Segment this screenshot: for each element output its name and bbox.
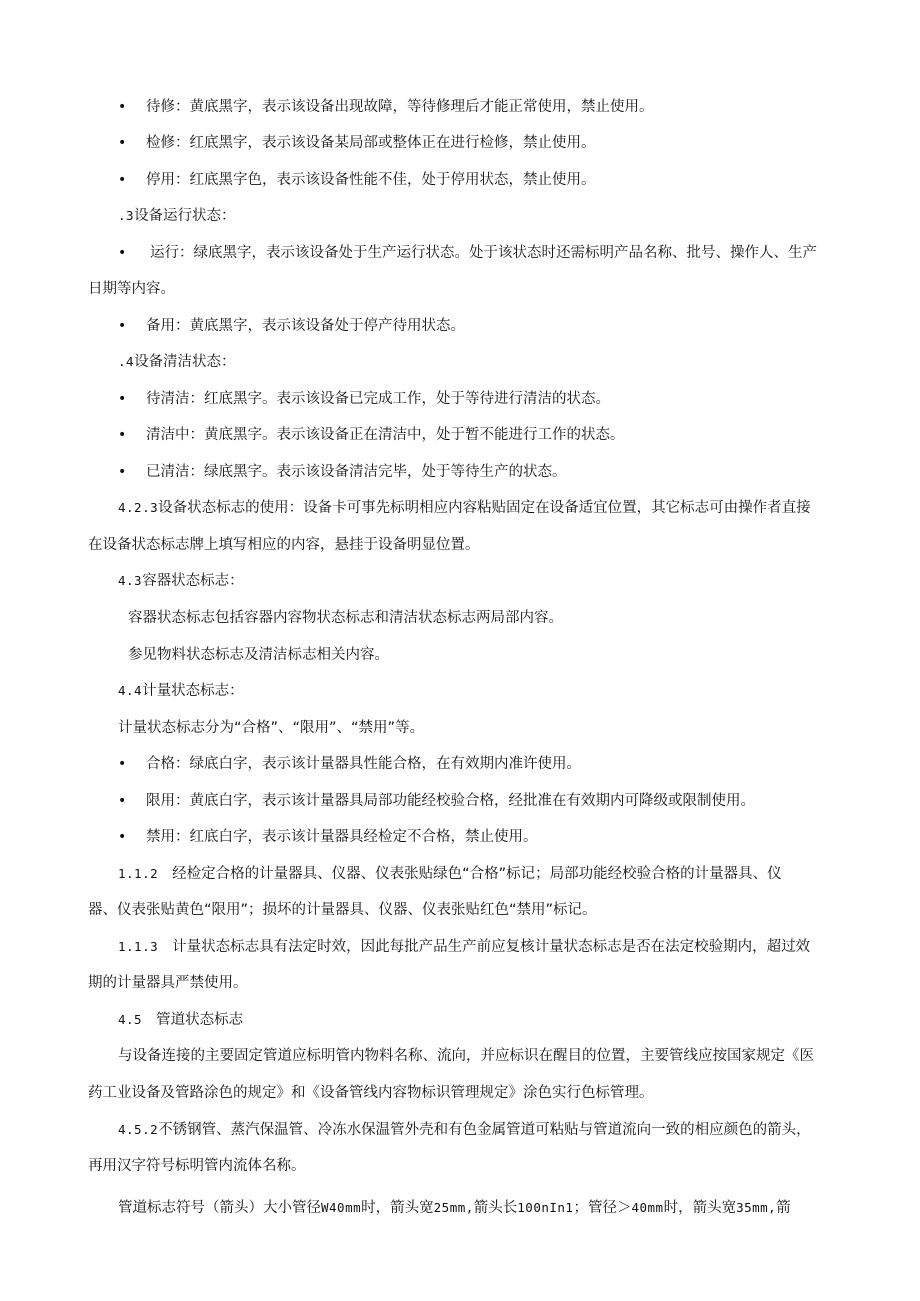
bullet-icon: • [118, 172, 127, 188]
bullet-icon: • [118, 829, 127, 845]
document-page: • 待修：黄底黑字，表示该设备出现故障，等待修理后才能正常使用，禁止使用。 • 检修：红底黑字，表示该设备某局部或整体正在进行检修，禁止使用。 • 停用：红底黑字色，表示该设备性能不佳，处于停用状态，禁止使用。 .3设备运行状态： • 运行：绿底黑字，表示该设备处于生产运行状态。处于该状态时还需标明产品名称、批号、操作人、生产 日期等内容。 • 备用：黄底黑字，表示该设备处于停产待用状态。 .4设备清洁状态： • 待清洁：红底黑字。表示该设备已完成工作，处于等待进行清洁的状态。 • 清洁中：黄底黑字。表示该设备正在清洁中，处于暂不能进行工作的状态。 • 已清洁：绿底黑字。表示该设备清洁完毕，处于等待生产的状态。 4.2.3设备状态标志的使用：设备卡可事先标明相应内容粘贴固定在设备适宜位置，其它标志可由操作者直接 在设备状态标志牌上填写相应的内容，悬挂于设备明显位置。 4.3容器状态标志： 容器状态标志包括容器内容物状态标志和清洁状态标志两局部内容。 参见物料状态标志及清洁标志相关内容。 4.4计量状态标志： 计量状态标志分为“合格”、“限用”、“禁用”等。 • 合格：绿底白字，表示该计量器具性能合格，在有效期内准许使用。 • 限用：黄底白字，表示该计量器具局部功能经校验合格，经批准在有效期内可降级或限制使用。 • 禁用：红底白字，表示该计量器具经检定不合格，禁止使用。 1.1.2 经检定合格的计量器具、仪器、仪表张贴绿色“合格”标记；局部功能经校验合格的计量器具、仪 器、仪表张贴黄色“限用”；损坏的计量器具、仪器、仪表张贴红色“禁用”标记。 1.1.3 计量状态标志具有法定时效，因此每批产品生产前应复核计量状态标志是否在法定校验期内，超过效 期的计量器具严禁使用。 4.5 管道状态标志 与设备连接的主要固定管道应标明管内物料名称、流向，并应标识在醒目的位置，主要管线应按国家规定《医 药工业设备及管路涂色的规定》和《设备管线内容物标识管理规定》涂色实行色标管理。 4.5.2不锈钢管、蒸汽保温管、冷冻水保温管外壳和有色金属管道可粘贴与管道流向一致的相应颜色的箭头， 再用汉字符号标明管内流体名称。 管道标志符号（箭头）大小管径W40mm时，箭头宽25mm,箭头长100nIn1；管径＞40mm时，箭头宽35mm,箭 [88, 99, 817, 1216]
bullet-icon: • [118, 464, 127, 480]
bullet-icon: • [118, 245, 127, 261]
bullet-icon: • [118, 318, 127, 334]
bullet-icon: • [118, 391, 127, 407]
bullet-icon: • [118, 99, 127, 115]
bullet-icon: • [118, 793, 127, 809]
bullet-icon: • [118, 756, 127, 772]
bullet-icon: • [118, 427, 127, 443]
bullet-icon: • [118, 135, 127, 151]
